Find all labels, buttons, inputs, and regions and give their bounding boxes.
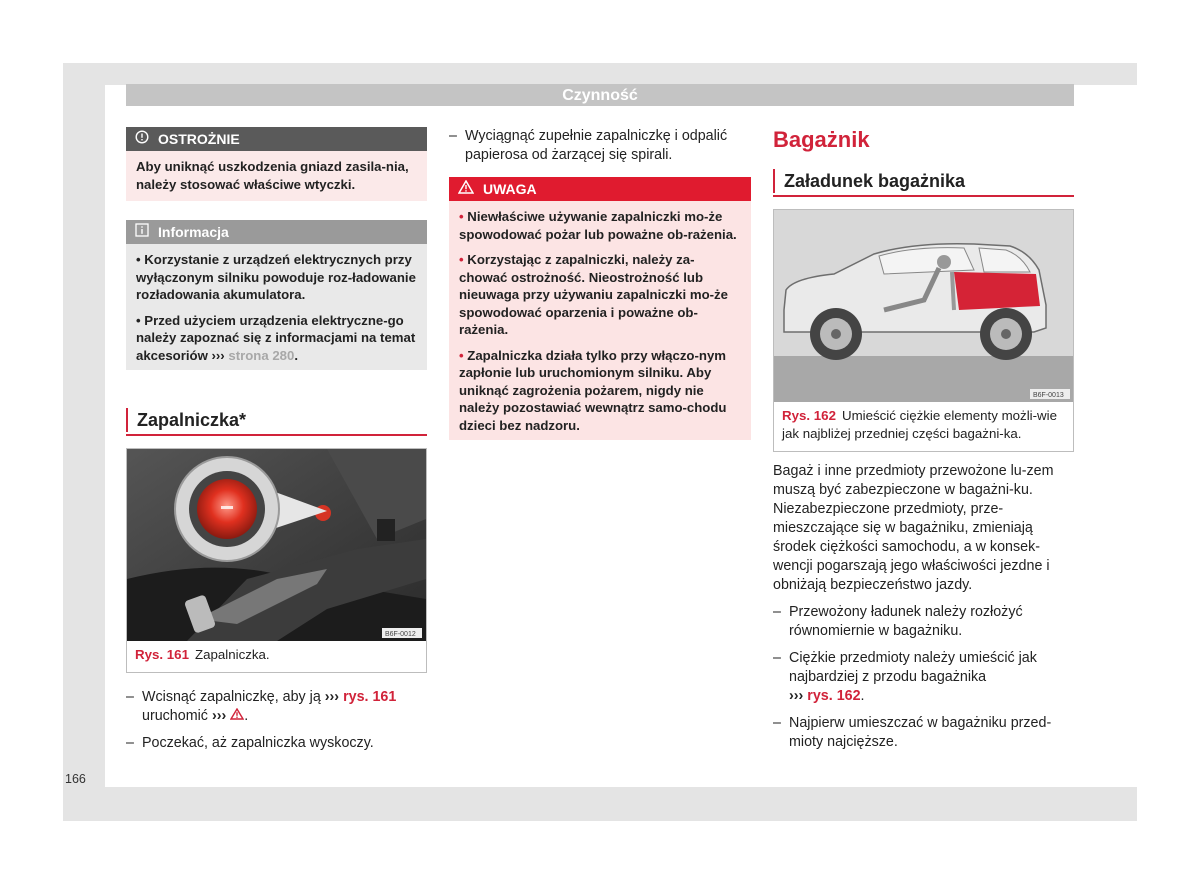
- figure-caption-text: Umieścić ciężkie elementy możli-wie jak najbliżej przedniej części bagażni-ka.: [782, 408, 1057, 441]
- ref-arrows: ›››: [211, 708, 227, 724]
- steps-list: [773, 603, 1074, 752]
- warning-header: [449, 177, 751, 201]
- warning-bullet: • Korzystając z zapalniczki, należy za-chować ostrożność. Nieostrożność lub nieuwaga przy używaniu zapalniczki mo-że spowodować oparzenia i poważne ob-rażenia.: [459, 252, 728, 337]
- info-body: [126, 244, 427, 370]
- figure-caption: [127, 641, 426, 672]
- warning-title: UWAGA: [483, 180, 537, 197]
- main-title: Bagażnik: [773, 127, 870, 152]
- lighter-photo: [127, 449, 426, 641]
- step-text: Poczekać, aż zapalniczka wyskoczy.: [142, 735, 374, 751]
- section-zapalniczka: [126, 408, 427, 436]
- info-header: [126, 220, 427, 244]
- step-text: uruchomić: [142, 708, 208, 724]
- ref-arrows: ›››: [324, 689, 340, 705]
- body-paragraph: Bagaż i inne przedmioty przewożone lu-zem muszą być zabezpieczone w bagażni-ku. Niezabezpieczone przedmioty, prze-mieszczające się w bagażniku, zmieniają środek ciężkości samochodu, a w konsek-wencji pogarszają jego właściwości jezdne i obniżają bezpieczeństwo jazdy.: [773, 463, 1054, 593]
- car-diagram: [774, 210, 1073, 402]
- warning-triangle-icon[interactable]: [230, 708, 244, 724]
- step-item: – Wyciągnąć zupełnie zapalniczkę i odpalić papierosa od żarzącej się spirali.: [449, 128, 728, 163]
- warning-bullet-text: Korzystając z zapalniczki, należy za-chować ostrożność. Nieostrożność lub nieuwaga przy używaniu zapalniczki mo-że spowodować oparzenia i poważne ob-rażenia.: [459, 252, 728, 337]
- figure-caption: [774, 402, 1073, 451]
- car-illustration: [774, 210, 1073, 402]
- step-item: – Wcisnąć zapalniczkę, aby ją ››› rys. 161 uruchomić ››› .: [126, 689, 397, 724]
- step-item: – Poczekać, aż zapalniczka wyskoczy.: [126, 735, 374, 751]
- punctuation: .: [294, 347, 299, 363]
- step-item: – Najpierw umieszczać w bagażniku przed-mioty najcięższe.: [773, 715, 1052, 750]
- column-right: [773, 127, 1074, 752]
- page-reference-link[interactable]: strona 280: [228, 347, 295, 363]
- figure-label: Rys. 161: [135, 647, 189, 662]
- step-text: Wyciągnąć zupełnie zapalniczkę i odpalić papierosa od żarzącej się spirali.: [465, 128, 728, 163]
- caution-header: [126, 127, 427, 151]
- steps-list: [126, 688, 427, 753]
- section-underline: [126, 434, 427, 436]
- figure-code: B6F-0013: [1033, 392, 1064, 399]
- figure-caption-text: Zapalniczka.: [194, 647, 270, 662]
- column-middle: [449, 127, 751, 440]
- warning-body: [449, 201, 751, 440]
- caution-title: OSTROŻNIE: [158, 130, 240, 147]
- figure-162: [773, 209, 1074, 452]
- step-text: Przewożony ładunek należy rozłożyć równomiernie w bagażniku.: [789, 604, 1023, 639]
- lighter-illustration: [127, 449, 426, 641]
- warning-box: [449, 177, 751, 440]
- caution-text: Aby uniknąć uszkodzenia gniazd zasila-nia, należy stosować właściwe wtyczki.: [136, 159, 409, 192]
- info-bullet-text: Przed użyciem urządzenia elektryczne-go należy zapoznać się z informacjami na temat akcesoriów: [136, 312, 416, 363]
- page-number: 166: [65, 772, 86, 786]
- warning-bullet: • Niewłaściwe używanie zapalniczki mo-że spowodować pożar lub poważne ob-rażenia.: [459, 209, 737, 242]
- section-zaladunek: [773, 169, 1074, 197]
- info-icon: [135, 220, 149, 245]
- punctuation: .: [860, 688, 865, 704]
- figure-161: [126, 448, 427, 673]
- caution-box: [126, 127, 427, 201]
- figure-code: B6F-0012: [385, 631, 416, 638]
- warning-bullet: • Zapalniczka działa tylko przy włączo-nym zapłonie lub uruchomionym silniku. Aby uniknąć zagrożenia pożarem, nigdy nie należy pozostawiać wewnątrz samo-chodu dzieci bez nadzoru.: [459, 347, 727, 433]
- step-text: Ciężkie przedmioty należy umieścić jak najbardziej z przodu bagażnika: [789, 650, 1037, 685]
- figure-label: Rys. 162: [782, 408, 836, 423]
- step-item: – Ciężkie przedmioty należy umieścić jak najbardziej z przodu bagażnika ››› rys. 162.: [773, 650, 1037, 704]
- column-left: [126, 127, 427, 753]
- info-bullet: • Przed użyciem urządzenia elektryczne-go należy zapoznać się z informacjami na temat akcesoriów ››› strona 280.: [136, 312, 416, 363]
- section-title: Zapalniczka*: [126, 408, 427, 432]
- ref-arrows: ›››: [211, 347, 225, 363]
- figure-reference-link[interactable]: rys. 161: [343, 689, 397, 705]
- info-box: [126, 220, 427, 370]
- info-bullet: • Korzystanie z urządzeń elektrycznych przy wyłączonym silniku powoduje roz-ładowanie rozładowania akumulatora.: [136, 252, 416, 302]
- punctuation: .: [244, 708, 249, 724]
- info-bullet-text: Korzystanie z urządzeń elektrycznych przy wyłączonym silniku powoduje roz-ładowanie rozładowania akumulatora.: [136, 252, 416, 302]
- ref-arrows: ›››: [789, 688, 804, 704]
- warning-bullet-text: Niewłaściwe używanie zapalniczki mo-że spowodować pożar lub poważne ob-rażenia.: [459, 209, 737, 242]
- step-text: Wcisnąć zapalniczkę, aby ją: [142, 689, 321, 705]
- warning-triangle-icon: [458, 177, 474, 202]
- section-title: Załadunek bagażnika: [773, 169, 1074, 193]
- step-item: – Przewożony ładunek należy rozłożyć równomiernie w bagażniku.: [773, 604, 1023, 639]
- info-title: Informacja: [158, 223, 229, 240]
- chapter-header: Czynność: [126, 84, 1074, 106]
- section-underline: [773, 195, 1074, 197]
- caution-icon: [135, 127, 149, 152]
- warning-bullet-text: Zapalniczka działa tylko przy włączo-nym zapłonie lub uruchomionym silniku. Aby uniknąć zagrożenia pożarem, nigdy nie należy pozostawiać wewnątrz samo-chodu dzieci bez nadzoru.: [459, 347, 727, 433]
- figure-reference-link[interactable]: rys. 162: [807, 688, 861, 704]
- step-text: Najpierw umieszczać w bagażniku przed-mioty najcięższe.: [789, 715, 1052, 750]
